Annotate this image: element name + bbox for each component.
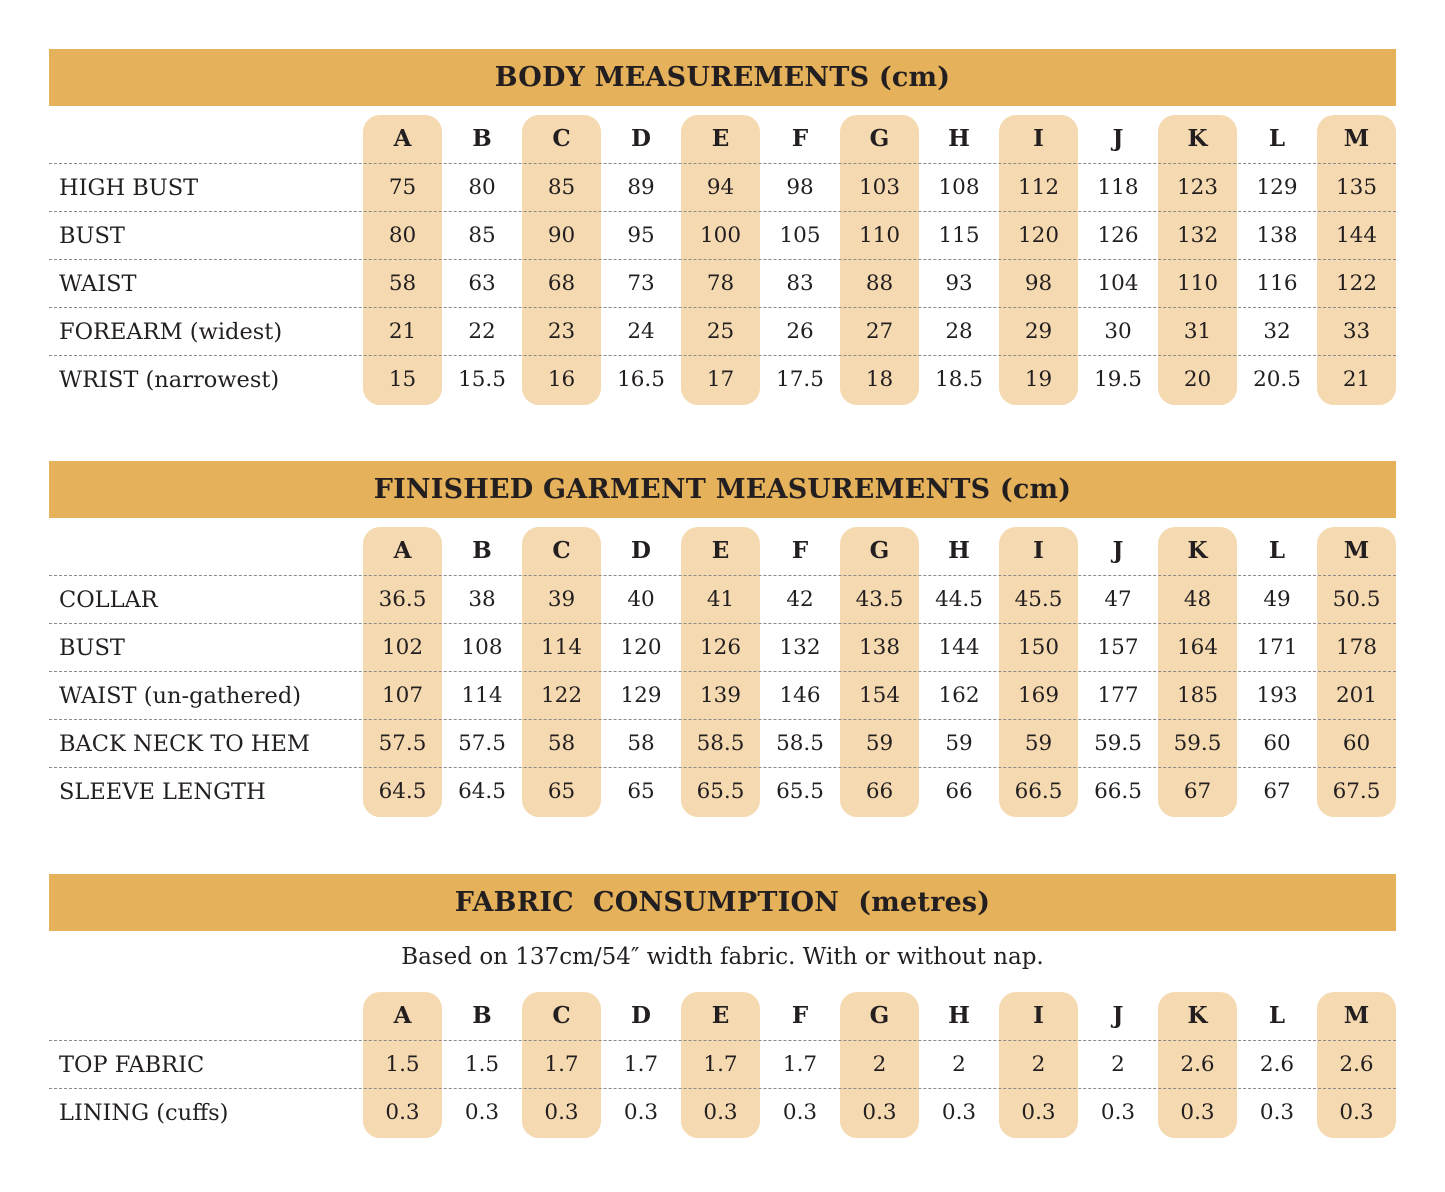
value-cell: 29 (1024, 319, 1053, 344)
size-header-cell: H (948, 1002, 970, 1029)
value-cell: 118 (1097, 175, 1139, 200)
row-label: SLEEVE LENGTH (59, 779, 266, 805)
value-cell: 114 (461, 683, 503, 708)
value-cell: 59 (1024, 731, 1053, 756)
size-header-cell: G (869, 125, 890, 152)
size-header-cell: C (552, 1002, 571, 1029)
value-cell: 31 (1183, 319, 1212, 344)
value-cell: 23 (547, 319, 576, 344)
value-cell: 120 (1017, 223, 1060, 248)
value-cell: 0.3 (544, 1100, 579, 1125)
value-cell: 103 (858, 175, 901, 200)
value-cell: 1.5 (464, 1052, 500, 1077)
value-cell: 25 (706, 319, 735, 344)
value-cell: 20 (1183, 367, 1212, 392)
value-cell: 0.3 (1180, 1100, 1215, 1125)
value-cell: 112 (1017, 175, 1060, 200)
size-header-row (49, 527, 1396, 575)
value-cell: 18.5 (935, 367, 983, 392)
value-cell: 126 (1097, 223, 1139, 248)
value-cell: 60 (1263, 731, 1291, 756)
value-cell: 60 (1342, 731, 1371, 756)
value-cell: 2 (1031, 1052, 1046, 1077)
value-cell: 67 (1183, 779, 1212, 804)
value-cell: 42 (786, 587, 814, 612)
row-label: BUST (59, 635, 125, 661)
value-cell: 0.3 (1100, 1100, 1136, 1125)
value-cell: 95 (627, 223, 655, 248)
value-cell: 45.5 (1014, 587, 1063, 612)
value-cell: 19.5 (1094, 367, 1142, 392)
value-cell: 80 (468, 175, 496, 200)
value-cell: 59.5 (1173, 731, 1222, 756)
size-header-cell: L (1268, 125, 1286, 152)
value-cell: 201 (1335, 683, 1378, 708)
value-cell: 58.5 (776, 731, 824, 756)
value-cell: 139 (699, 683, 742, 708)
table-row (49, 307, 1396, 355)
size-header-cell: F (791, 1002, 809, 1029)
size-header-cell: G (869, 537, 890, 564)
row-label: HIGH BUST (59, 175, 199, 201)
value-cell: 2 (952, 1052, 966, 1077)
value-cell: 50.5 (1332, 587, 1381, 612)
row-label: COLLAR (59, 587, 158, 613)
size-header-cell: A (393, 125, 412, 152)
value-cell: 28 (945, 319, 973, 344)
value-cell: 129 (620, 683, 662, 708)
row-label: WAIST (59, 271, 137, 297)
value-cell: 1.5 (385, 1052, 420, 1077)
value-cell: 154 (858, 683, 901, 708)
value-cell: 108 (461, 635, 503, 660)
value-cell: 57.5 (378, 731, 427, 756)
value-cell: 85 (547, 175, 576, 200)
value-cell: 1.7 (623, 1052, 659, 1077)
value-cell: 102 (381, 635, 424, 660)
size-header-cell: C (552, 537, 571, 564)
section-title: FABRIC CONSUMPTION (metres) (49, 874, 1396, 931)
value-cell: 98 (786, 175, 814, 200)
value-cell: 75 (388, 175, 417, 200)
value-cell: 107 (381, 683, 424, 708)
value-cell: 129 (1256, 175, 1298, 200)
value-cell: 67.5 (1332, 779, 1381, 804)
value-cell: 110 (1176, 271, 1219, 296)
value-cell: 126 (699, 635, 742, 660)
table-row (49, 1088, 1396, 1136)
value-cell: 2.6 (1180, 1052, 1215, 1077)
value-cell: 30 (1104, 319, 1132, 344)
size-header-cell: D (631, 1002, 651, 1029)
value-cell: 66.5 (1094, 779, 1142, 804)
value-cell: 0.3 (385, 1100, 420, 1125)
value-cell: 132 (779, 635, 821, 660)
value-cell: 67 (1263, 779, 1291, 804)
value-cell: 65.5 (776, 779, 824, 804)
size-header-cell: A (393, 1002, 412, 1029)
size-header-cell: D (631, 537, 651, 564)
value-cell: 59 (865, 731, 894, 756)
table-row (49, 719, 1396, 767)
value-cell: 58 (547, 731, 576, 756)
value-cell: 66 (865, 779, 894, 804)
value-cell: 135 (1335, 175, 1378, 200)
value-cell: 48 (1183, 587, 1212, 612)
value-cell: 41 (706, 587, 735, 612)
section-title: BODY MEASUREMENTS (cm) (49, 49, 1396, 106)
row-label: BUST (59, 223, 125, 249)
value-cell: 33 (1342, 319, 1371, 344)
size-header-cell: I (1033, 125, 1044, 152)
value-cell: 2.6 (1339, 1052, 1374, 1077)
value-cell: 0.3 (782, 1100, 818, 1125)
value-cell: 17.5 (776, 367, 824, 392)
value-cell: 164 (1176, 635, 1219, 660)
value-cell: 0.3 (1259, 1100, 1295, 1125)
value-cell: 146 (779, 683, 821, 708)
value-cell: 36.5 (378, 587, 427, 612)
value-cell: 66.5 (1014, 779, 1063, 804)
row-label: FOREARM (widest) (59, 319, 283, 345)
size-header-cell: K (1187, 1002, 1208, 1029)
value-cell: 138 (858, 635, 901, 660)
size-header-cell: F (791, 125, 809, 152)
value-cell: 85 (468, 223, 496, 248)
size-header-row (49, 115, 1396, 163)
value-cell: 59 (945, 731, 973, 756)
value-cell: 18 (865, 367, 894, 392)
value-cell: 122 (1335, 271, 1378, 296)
value-cell: 0.3 (464, 1100, 500, 1125)
value-cell: 78 (706, 271, 735, 296)
size-header-cell: F (791, 537, 809, 564)
table-row (49, 259, 1396, 307)
value-cell: 47 (1104, 587, 1132, 612)
size-header-cell: I (1033, 1002, 1044, 1029)
value-cell: 27 (865, 319, 894, 344)
value-cell: 22 (468, 319, 496, 344)
row-label: BACK NECK TO HEM (59, 731, 310, 757)
value-cell: 21 (388, 319, 417, 344)
table-row (49, 355, 1396, 403)
value-cell: 88 (865, 271, 894, 296)
value-cell: 58 (388, 271, 417, 296)
value-cell: 0.3 (862, 1100, 897, 1125)
value-cell: 90 (547, 223, 576, 248)
value-cell: 2 (1111, 1052, 1125, 1077)
size-header-cell: L (1268, 537, 1286, 564)
table-row (49, 671, 1396, 719)
value-cell: 80 (388, 223, 417, 248)
size-header-cell: K (1187, 125, 1208, 152)
table-row (49, 211, 1396, 259)
size-header-cell: B (472, 1002, 492, 1029)
value-cell: 0.3 (941, 1100, 977, 1125)
size-header-cell: J (1112, 125, 1124, 152)
value-cell: 65 (627, 779, 655, 804)
value-cell: 0.3 (703, 1100, 738, 1125)
size-header-cell: G (869, 1002, 890, 1029)
value-cell: 89 (627, 175, 655, 200)
value-cell: 64.5 (458, 779, 506, 804)
value-cell: 110 (858, 223, 901, 248)
value-cell: 16.5 (617, 367, 665, 392)
value-cell: 15 (388, 367, 417, 392)
size-header-cell: E (711, 125, 730, 152)
value-cell: 116 (1256, 271, 1298, 296)
value-cell: 178 (1335, 635, 1378, 660)
value-cell: 17 (706, 367, 735, 392)
value-cell: 169 (1017, 683, 1060, 708)
value-cell: 83 (786, 271, 814, 296)
value-cell: 94 (706, 175, 735, 200)
size-header-cell: C (552, 125, 571, 152)
size-header-cell: I (1033, 537, 1044, 564)
value-cell: 0.3 (623, 1100, 659, 1125)
value-cell: 120 (620, 635, 662, 660)
table-row (49, 575, 1396, 623)
value-cell: 0.3 (1021, 1100, 1056, 1125)
value-cell: 104 (1097, 271, 1139, 296)
value-cell: 0.3 (1339, 1100, 1374, 1125)
size-header-cell: M (1343, 537, 1370, 564)
value-cell: 26 (786, 319, 814, 344)
fabric-width-note: Based on 137cm/54″ width fabric. With or without nap. (401, 944, 1044, 970)
value-cell: 1.7 (544, 1052, 579, 1077)
size-header-cell: H (948, 125, 970, 152)
value-cell: 105 (779, 223, 821, 248)
value-cell: 21 (1342, 367, 1371, 392)
size-header-cell: L (1268, 1002, 1286, 1029)
value-cell: 115 (938, 223, 980, 248)
size-header-row (49, 992, 1396, 1040)
value-cell: 44.5 (935, 587, 983, 612)
row-label: WAIST (un-gathered) (59, 683, 301, 709)
size-header-cell: A (393, 537, 412, 564)
size-header-cell: J (1112, 1002, 1124, 1029)
value-cell: 144 (1335, 223, 1378, 248)
value-cell: 150 (1017, 635, 1060, 660)
table-row (49, 163, 1396, 211)
value-cell: 177 (1097, 683, 1139, 708)
value-cell: 43.5 (855, 587, 904, 612)
value-cell: 49 (1263, 587, 1291, 612)
row-label: LINING (cuffs) (59, 1100, 229, 1126)
size-header-cell: J (1112, 537, 1124, 564)
value-cell: 1.7 (703, 1052, 738, 1077)
value-cell: 162 (938, 683, 980, 708)
size-header-cell: E (711, 1002, 730, 1029)
value-cell: 58 (627, 731, 655, 756)
size-header-cell: K (1187, 537, 1208, 564)
value-cell: 114 (540, 635, 583, 660)
table-row (49, 623, 1396, 671)
value-cell: 2.6 (1259, 1052, 1295, 1077)
value-cell: 100 (699, 223, 742, 248)
value-cell: 57.5 (458, 731, 506, 756)
size-header-cell: B (472, 125, 492, 152)
value-cell: 66 (945, 779, 973, 804)
value-cell: 93 (945, 271, 973, 296)
value-cell: 2 (872, 1052, 887, 1077)
size-header-cell: M (1343, 1002, 1370, 1029)
value-cell: 68 (547, 271, 576, 296)
value-cell: 65.5 (696, 779, 745, 804)
value-cell: 144 (938, 635, 980, 660)
value-cell: 108 (938, 175, 980, 200)
value-cell: 59.5 (1094, 731, 1142, 756)
value-cell: 73 (627, 271, 655, 296)
value-cell: 32 (1263, 319, 1291, 344)
value-cell: 132 (1176, 223, 1219, 248)
size-header-cell: H (948, 537, 970, 564)
size-header-cell: E (711, 537, 730, 564)
size-header-cell: B (472, 537, 492, 564)
value-cell: 38 (468, 587, 496, 612)
value-cell: 20.5 (1253, 367, 1301, 392)
value-cell: 63 (468, 271, 496, 296)
value-cell: 138 (1256, 223, 1298, 248)
value-cell: 24 (627, 319, 655, 344)
value-cell: 65 (547, 779, 576, 804)
value-cell: 122 (540, 683, 583, 708)
table-row (49, 1040, 1396, 1088)
size-header-cell: D (631, 125, 651, 152)
row-label: TOP FABRIC (59, 1052, 205, 1078)
value-cell: 98 (1024, 271, 1053, 296)
value-cell: 15.5 (458, 367, 506, 392)
size-header-cell: M (1343, 125, 1370, 152)
value-cell: 39 (547, 587, 576, 612)
value-cell: 40 (627, 587, 655, 612)
table-row (49, 767, 1396, 815)
row-label: WRIST (narrowest) (59, 367, 280, 393)
value-cell: 171 (1256, 635, 1298, 660)
value-cell: 58.5 (696, 731, 745, 756)
value-cell: 193 (1256, 683, 1298, 708)
value-cell: 157 (1097, 635, 1139, 660)
value-cell: 16 (547, 367, 576, 392)
value-cell: 185 (1176, 683, 1219, 708)
section-title: FINISHED GARMENT MEASUREMENTS (cm) (49, 461, 1396, 518)
value-cell: 123 (1176, 175, 1219, 200)
value-cell: 64.5 (378, 779, 427, 804)
value-cell: 1.7 (782, 1052, 818, 1077)
value-cell: 19 (1024, 367, 1053, 392)
